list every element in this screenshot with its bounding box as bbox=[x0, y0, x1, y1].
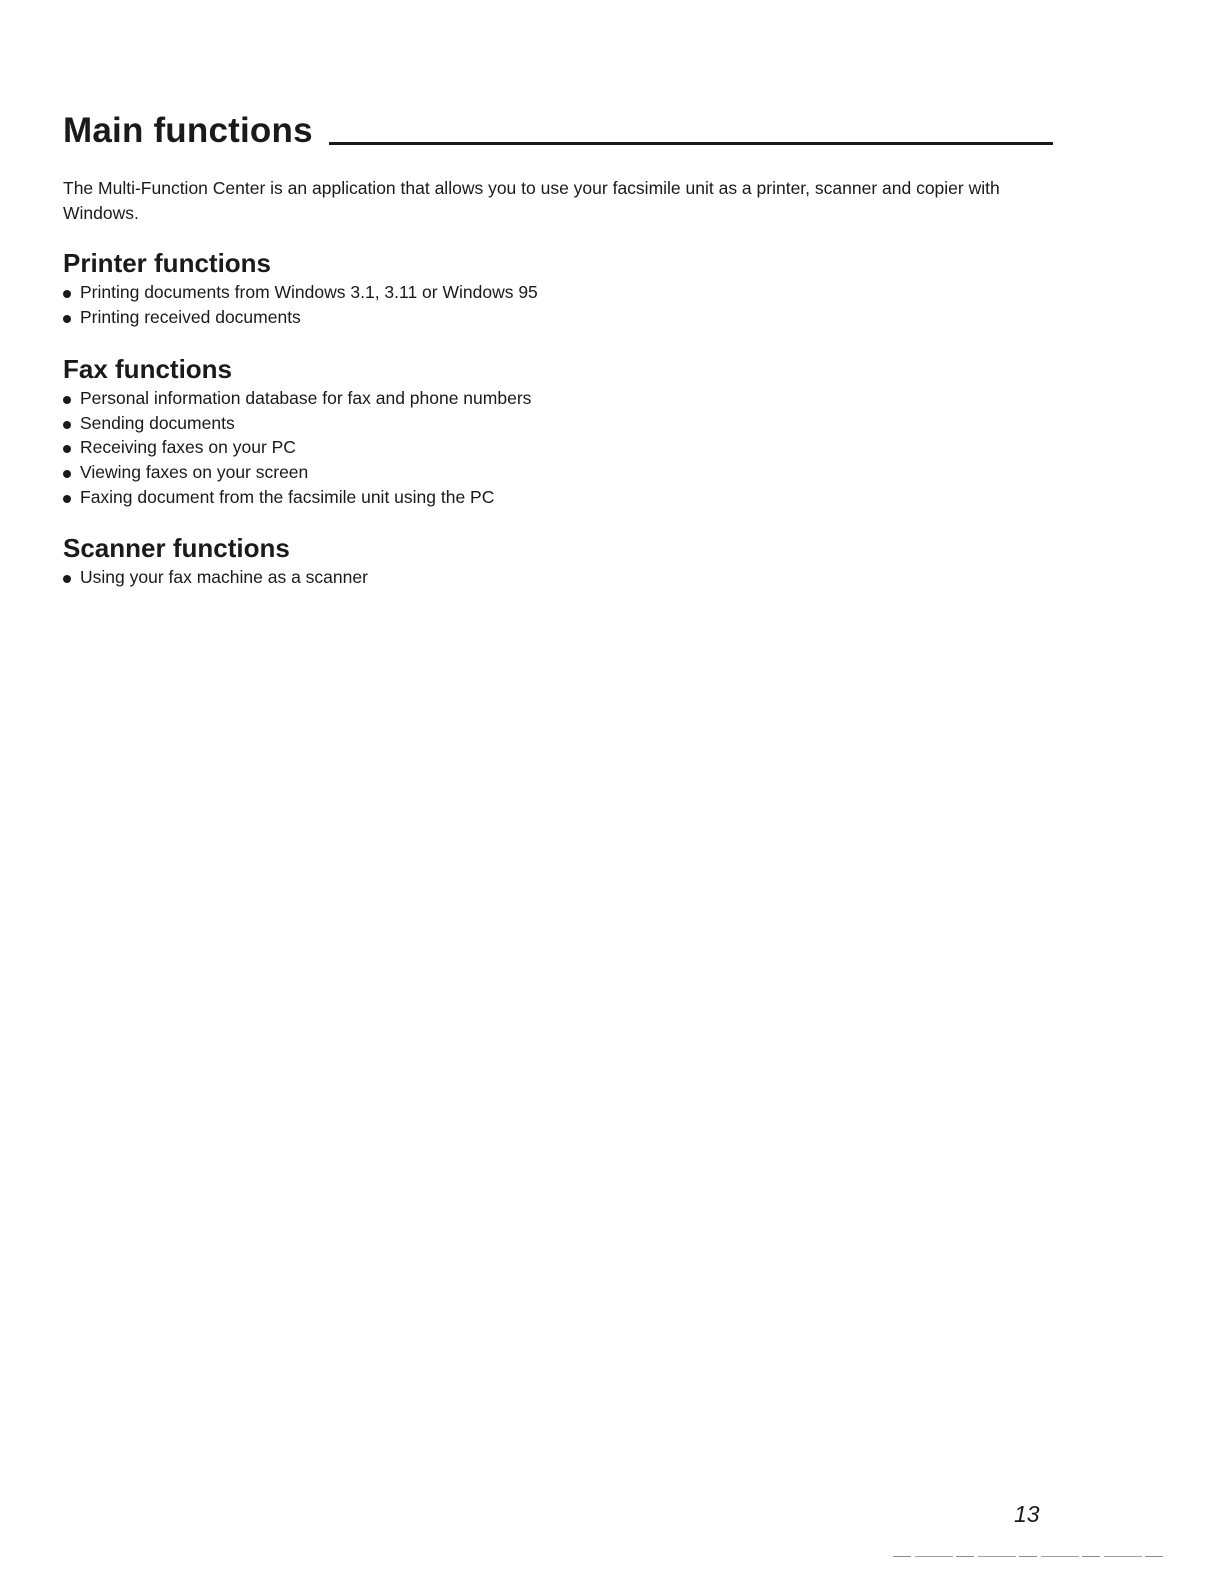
page-title-row bbox=[63, 113, 1053, 148]
list-item bbox=[63, 411, 1053, 436]
list-item bbox=[63, 305, 1053, 330]
intro-paragraph: The Multi-Function Center is an application that allows you to use your facsimile unit as a printer, scanner and copier with Windows. bbox=[63, 178, 1000, 223]
list-item bbox=[63, 485, 1053, 510]
title-underline-rule bbox=[329, 142, 1053, 145]
list-item-text: Personal information database for fax and phone numbers bbox=[80, 388, 532, 408]
list-item-text: Printing documents from Windows 3.1, 3.11 or Windows 95 bbox=[80, 282, 538, 302]
list-item bbox=[63, 280, 1053, 305]
section-heading-scanner: Scanner functions bbox=[63, 533, 290, 563]
list-item-text: Receiving faxes on your PC bbox=[80, 437, 296, 458]
fax-functions-section bbox=[63, 354, 1053, 510]
page-title: Main functions bbox=[63, 111, 313, 150]
bullet-icon bbox=[63, 575, 71, 583]
list-item-text: Faxing document from the facsimile unit using the PC bbox=[80, 486, 495, 507]
bullet-icon bbox=[63, 396, 71, 404]
list-item-text: Using your fax machine as a scanner bbox=[80, 567, 368, 587]
page-number: 13 bbox=[1014, 1501, 1040, 1527]
bullet-icon bbox=[63, 445, 71, 453]
bullet-icon bbox=[63, 495, 71, 503]
bullet-icon bbox=[63, 315, 71, 323]
section-heading-printer: Printer functions bbox=[63, 248, 272, 278]
scanner-functions-section bbox=[63, 533, 1053, 590]
list-item-text: Sending documents bbox=[80, 412, 235, 433]
list-item-text: Viewing faxes on your screen bbox=[80, 462, 309, 483]
section-heading-fax: Fax functions bbox=[63, 354, 233, 384]
printer-functions-list bbox=[63, 280, 1053, 329]
list-item-text: Printing received documents bbox=[80, 306, 301, 327]
list-item bbox=[63, 565, 1053, 590]
bullet-icon bbox=[63, 290, 71, 298]
list-item bbox=[63, 435, 1053, 460]
list-item bbox=[63, 386, 1053, 411]
fax-functions-list bbox=[63, 386, 1053, 510]
printer-functions-section bbox=[63, 248, 1053, 329]
bullet-icon bbox=[63, 470, 71, 478]
footer-rule bbox=[893, 1556, 1163, 1557]
bullet-icon bbox=[63, 421, 71, 429]
scanner-functions-list bbox=[63, 565, 1053, 590]
list-item bbox=[63, 460, 1053, 485]
